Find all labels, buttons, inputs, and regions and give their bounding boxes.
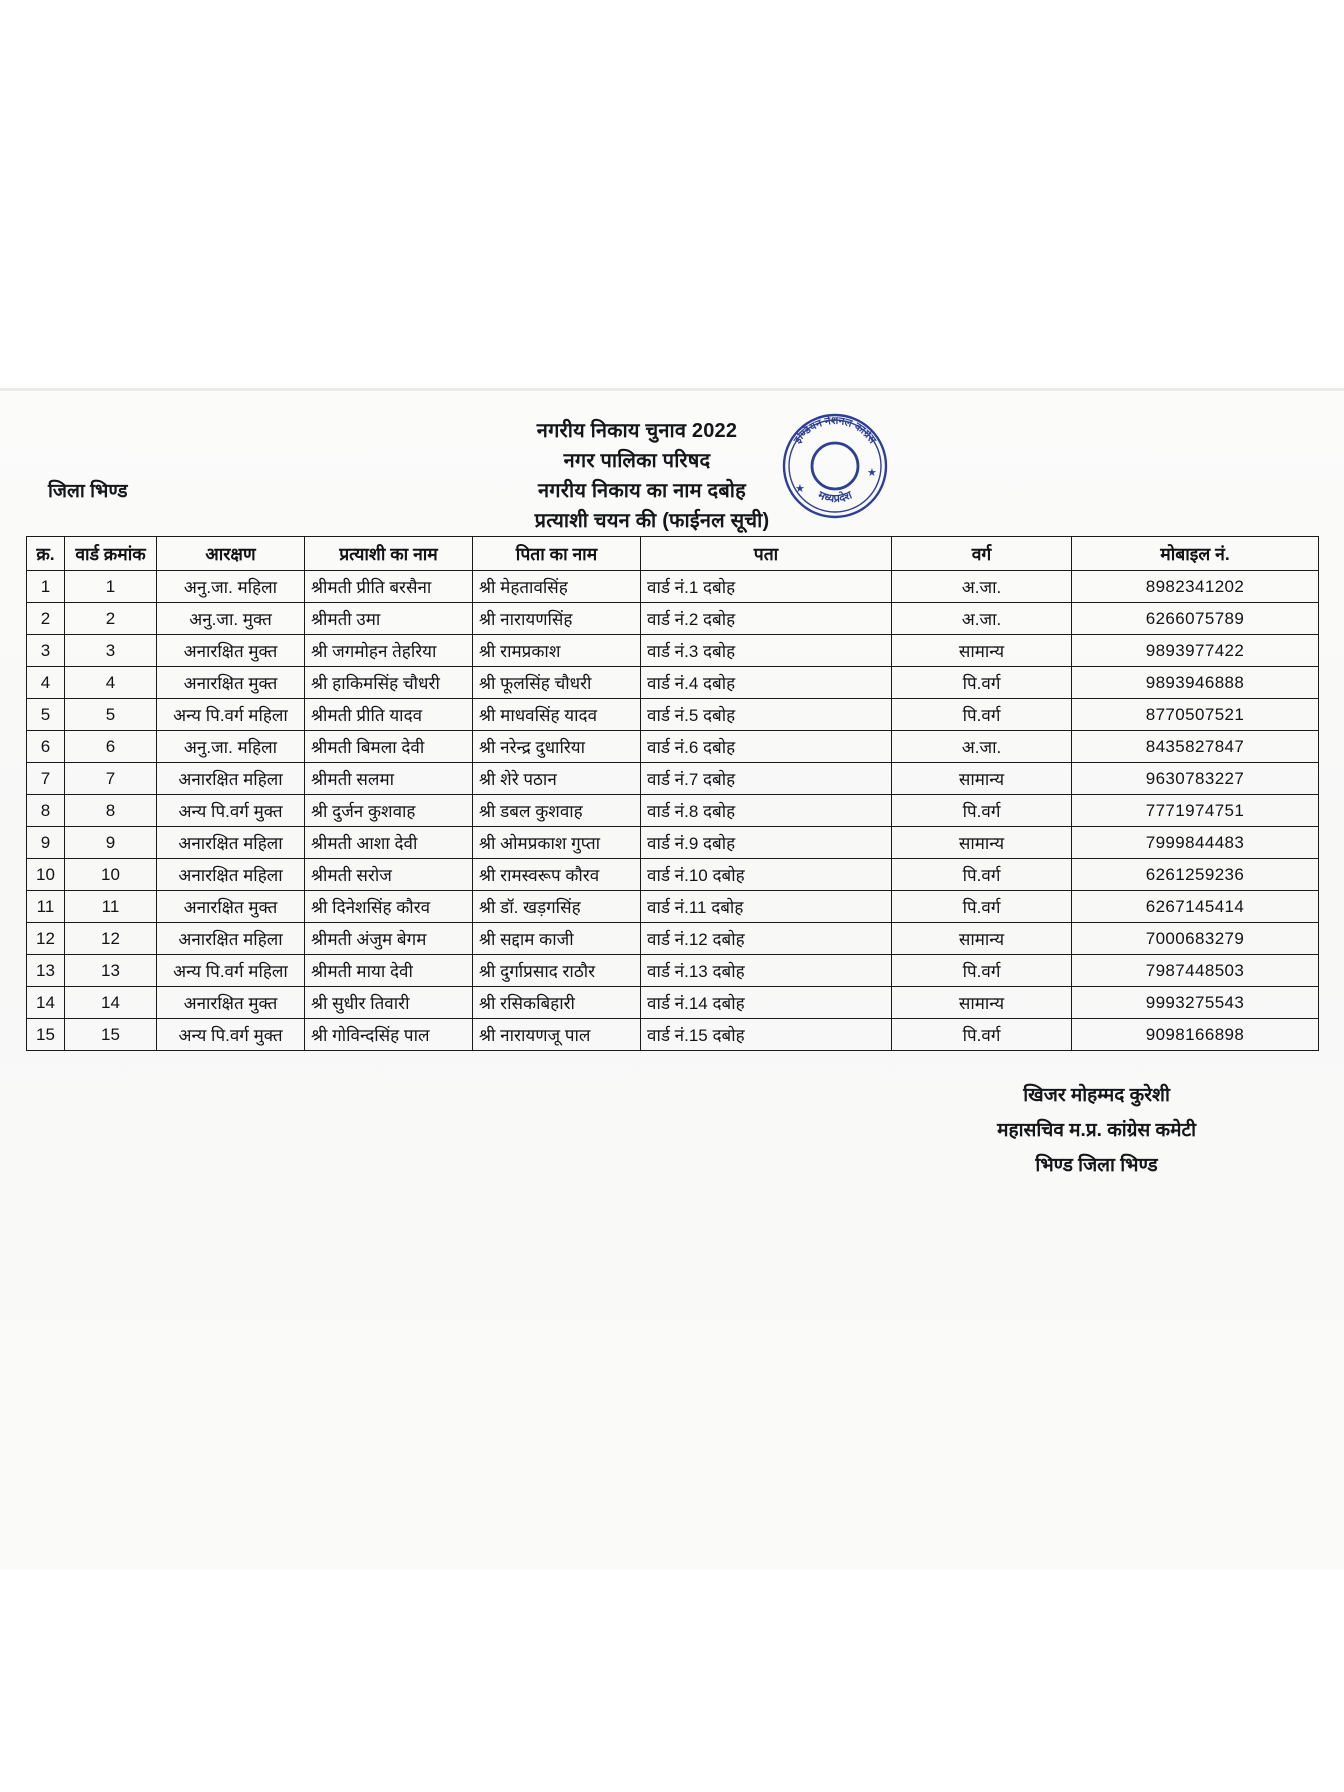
- cell-ward-number: 15: [65, 1019, 157, 1051]
- document-header: [0, 416, 1344, 536]
- column-header-category: वर्ग: [892, 537, 1072, 571]
- cell-serial: 10: [27, 859, 65, 891]
- cell-father-name: श्री रामस्वरूप कौरव: [473, 859, 641, 891]
- cell-reservation: अन्य पि.वर्ग महिला: [157, 699, 305, 731]
- cell-serial: 9: [27, 827, 65, 859]
- table-body: [27, 571, 1319, 1051]
- signatory-name: खिजर मोहम्मद कुरेशी: [1023, 1085, 1170, 1106]
- cell-category: अ.जा.: [892, 571, 1072, 603]
- cell-ward-number: 13: [65, 955, 157, 987]
- cell-serial: 15: [27, 1019, 65, 1051]
- cell-ward-number: 14: [65, 987, 157, 1019]
- cell-candidate-name: श्रीमती उमा: [305, 603, 473, 635]
- cell-mobile-number: 8982341202: [1072, 571, 1319, 603]
- signatory-designation: महासचिव म.प्र. कांग्रेस कमेटी: [997, 1120, 1196, 1141]
- cell-mobile-number: 6267145414: [1072, 891, 1319, 923]
- column-header-address: पता: [641, 537, 892, 571]
- cell-serial: 12: [27, 923, 65, 955]
- cell-candidate-name: श्री जगमोहन तेहरिया: [305, 635, 473, 667]
- cell-father-name: श्री नरेन्द्र दुधारिया: [473, 731, 641, 763]
- cell-serial: 7: [27, 763, 65, 795]
- cell-mobile-number: 8435827847: [1072, 731, 1319, 763]
- cell-ward-number: 5: [65, 699, 157, 731]
- cell-candidate-name: श्रीमती माया देवी: [305, 955, 473, 987]
- table-row: [27, 635, 1319, 667]
- cell-category: पि.वर्ग: [892, 955, 1072, 987]
- header-body-name: नगरीय निकाय का नाम दबोह: [538, 480, 746, 502]
- cell-ward-number: 10: [65, 859, 157, 891]
- cell-address: वार्ड नं.1 दबोह: [641, 571, 892, 603]
- cell-father-name: श्री मेहतावसिंह: [473, 571, 641, 603]
- cell-ward-number: 6: [65, 731, 157, 763]
- cell-mobile-number: 7771974751: [1072, 795, 1319, 827]
- cell-father-name: श्री डॉ. खड़गसिंह: [473, 891, 641, 923]
- cell-father-name: श्री रसिकबिहारी: [473, 987, 641, 1019]
- cell-father-name: श्री ओमप्रकाश गुप्ता: [473, 827, 641, 859]
- cell-category: पि.वर्ग: [892, 795, 1072, 827]
- cell-category: सामान्य: [892, 923, 1072, 955]
- table-row: [27, 859, 1319, 891]
- cell-father-name: श्री नारायणजू पाल: [473, 1019, 641, 1051]
- table-row: [27, 763, 1319, 795]
- cell-candidate-name: श्रीमती बिमला देवी: [305, 731, 473, 763]
- cell-mobile-number: 6266075789: [1072, 603, 1319, 635]
- cell-candidate-name: श्रीमती सरोज: [305, 859, 473, 891]
- cell-reservation: अनारक्षित मुक्त: [157, 987, 305, 1019]
- cell-candidate-name: श्री गोविन्दसिंह पाल: [305, 1019, 473, 1051]
- cell-serial: 6: [27, 731, 65, 763]
- header-list-type: प्रत्याशी चयन की (फाईनल सूची): [534, 510, 770, 532]
- cell-address: वार्ड नं.13 दबोह: [641, 955, 892, 987]
- cell-category: पि.वर्ग: [892, 859, 1072, 891]
- cell-candidate-name: श्री सुधीर तिवारी: [305, 987, 473, 1019]
- signature-block: [997, 1078, 1196, 1183]
- cell-reservation: अनारक्षित महिला: [157, 827, 305, 859]
- table-row: [27, 603, 1319, 635]
- cell-serial: 8: [27, 795, 65, 827]
- cell-serial: 14: [27, 987, 65, 1019]
- column-header-mobile: मोबाइल नं.: [1072, 537, 1319, 571]
- column-header-serial: क्र.: [27, 537, 65, 571]
- cell-address: वार्ड नं.8 दबोह: [641, 795, 892, 827]
- cell-reservation: अन्य पि.वर्ग मुक्त: [157, 795, 305, 827]
- cell-ward-number: 12: [65, 923, 157, 955]
- column-header-candidate: प्रत्याशी का नाम: [305, 537, 473, 571]
- cell-mobile-number: 6261259236: [1072, 859, 1319, 891]
- cell-reservation: अन्य पि.वर्ग महिला: [157, 955, 305, 987]
- cell-reservation: अनारक्षित महिला: [157, 859, 305, 891]
- table-row: [27, 731, 1319, 763]
- cell-mobile-number: 9993275543: [1072, 987, 1319, 1019]
- candidate-table-container: [26, 536, 1318, 1051]
- cell-address: वार्ड नं.2 दबोह: [641, 603, 892, 635]
- cell-mobile-number: 7999844483: [1072, 827, 1319, 859]
- table-row: [27, 827, 1319, 859]
- cell-father-name: श्री माधवसिंह यादव: [473, 699, 641, 731]
- table-row: [27, 987, 1319, 1019]
- cell-candidate-name: श्रीमती प्रीति यादव: [305, 699, 473, 731]
- cell-category: अ.जा.: [892, 731, 1072, 763]
- cell-category: पि.वर्ग: [892, 667, 1072, 699]
- cell-mobile-number: 9630783227: [1072, 763, 1319, 795]
- cell-mobile-number: 9098166898: [1072, 1019, 1319, 1051]
- cell-category: पि.वर्ग: [892, 1019, 1072, 1051]
- table-row: [27, 667, 1319, 699]
- svg-text:इण्डियन नेशनल कांग्रेस: इण्डियन नेशनल कांग्रेस: [791, 414, 879, 446]
- table-row: [27, 923, 1319, 955]
- cell-serial: 11: [27, 891, 65, 923]
- cell-mobile-number: 7987448503: [1072, 955, 1319, 987]
- table-row: [27, 699, 1319, 731]
- table-row: [27, 891, 1319, 923]
- cell-reservation: अनु.जा. मुक्त: [157, 603, 305, 635]
- cell-candidate-name: श्रीमती अंजुम बेगम: [305, 923, 473, 955]
- cell-category: सामान्य: [892, 827, 1072, 859]
- signatory-place: भिण्ड जिला भिण्ड: [1035, 1155, 1158, 1176]
- cell-address: वार्ड नं.12 दबोह: [641, 923, 892, 955]
- cell-reservation: अनु.जा. महिला: [157, 731, 305, 763]
- cell-address: वार्ड नं.3 दबोह: [641, 635, 892, 667]
- cell-reservation: अन्य पि.वर्ग मुक्त: [157, 1019, 305, 1051]
- cell-serial: 1: [27, 571, 65, 603]
- cell-address: वार्ड नं.10 दबोह: [641, 859, 892, 891]
- column-header-ward-number: वार्ड क्रमांक: [65, 537, 157, 571]
- cell-address: वार्ड नं.6 दबोह: [641, 731, 892, 763]
- cell-reservation: अनु.जा. महिला: [157, 571, 305, 603]
- candidate-list-table: [26, 536, 1319, 1051]
- cell-father-name: श्री सद्दाम काजी: [473, 923, 641, 955]
- cell-address: वार्ड नं.4 दबोह: [641, 667, 892, 699]
- cell-address: वार्ड नं.7 दबोह: [641, 763, 892, 795]
- cell-mobile-number: 7000683279: [1072, 923, 1319, 955]
- cell-reservation: अनारक्षित मुक्त: [157, 635, 305, 667]
- cell-serial: 2: [27, 603, 65, 635]
- cell-ward-number: 3: [65, 635, 157, 667]
- cell-category: सामान्य: [892, 635, 1072, 667]
- congress-party-seal-icon: [775, 406, 895, 526]
- cell-mobile-number: 8770507521: [1072, 699, 1319, 731]
- cell-candidate-name: श्रीमती आशा देवी: [305, 827, 473, 859]
- cell-category: सामान्य: [892, 763, 1072, 795]
- header-title-election: नगरीय निकाय चुनाव 2022: [536, 420, 738, 442]
- column-header-reservation: आरक्षण: [157, 537, 305, 571]
- cell-reservation: अनारक्षित मुक्त: [157, 667, 305, 699]
- cell-ward-number: 7: [65, 763, 157, 795]
- district-label: जिला भिण्ड: [48, 481, 128, 502]
- cell-serial: 4: [27, 667, 65, 699]
- column-header-father: पिता का नाम: [473, 537, 641, 571]
- cell-serial: 3: [27, 635, 65, 667]
- svg-text:★: ★: [867, 467, 877, 479]
- cell-father-name: श्री नारायणसिंह: [473, 603, 641, 635]
- cell-ward-number: 9: [65, 827, 157, 859]
- cell-ward-number: 4: [65, 667, 157, 699]
- cell-ward-number: 2: [65, 603, 157, 635]
- cell-category: पि.वर्ग: [892, 891, 1072, 923]
- cell-candidate-name: श्रीमती सलमा: [305, 763, 473, 795]
- cell-address: वार्ड नं.15 दबोह: [641, 1019, 892, 1051]
- cell-candidate-name: श्री हाकिमसिंह चौधरी: [305, 667, 473, 699]
- table-header-row: [27, 537, 1319, 571]
- cell-category: पि.वर्ग: [892, 699, 1072, 731]
- cell-ward-number: 11: [65, 891, 157, 923]
- cell-ward-number: 1: [65, 571, 157, 603]
- table-row: [27, 795, 1319, 827]
- cell-category: सामान्य: [892, 987, 1072, 1019]
- table-row: [27, 1019, 1319, 1051]
- cell-reservation: अनारक्षित महिला: [157, 763, 305, 795]
- cell-reservation: अनारक्षित मुक्त: [157, 891, 305, 923]
- scanned-document-sheet: [0, 388, 1344, 1570]
- cell-address: वार्ड नं.14 दबोह: [641, 987, 892, 1019]
- cell-serial: 13: [27, 955, 65, 987]
- svg-text:मध्यप्रदेश: मध्यप्रदेश: [816, 489, 854, 506]
- cell-candidate-name: श्रीमती प्रीति बरसैना: [305, 571, 473, 603]
- cell-address: वार्ड नं.11 दबोह: [641, 891, 892, 923]
- cell-father-name: श्री फूलसिंह चौधरी: [473, 667, 641, 699]
- cell-reservation: अनारक्षित महिला: [157, 923, 305, 955]
- cell-mobile-number: 9893977422: [1072, 635, 1319, 667]
- svg-text:★: ★: [795, 483, 805, 495]
- cell-ward-number: 8: [65, 795, 157, 827]
- cell-father-name: श्री डबल कुशवाह: [473, 795, 641, 827]
- cell-mobile-number: 9893946888: [1072, 667, 1319, 699]
- cell-address: वार्ड नं.9 दबोह: [641, 827, 892, 859]
- cell-father-name: श्री दुर्गाप्रसाद राठौर: [473, 955, 641, 987]
- cell-serial: 5: [27, 699, 65, 731]
- cell-father-name: श्री शेरे पठान: [473, 763, 641, 795]
- header-subtitle-body-type: नगर पालिका परिषद: [563, 450, 711, 472]
- cell-candidate-name: श्री दुर्जन कुशवाह: [305, 795, 473, 827]
- table-row: [27, 955, 1319, 987]
- table-row: [27, 571, 1319, 603]
- cell-father-name: श्री रामप्रकाश: [473, 635, 641, 667]
- cell-address: वार्ड नं.5 दबोह: [641, 699, 892, 731]
- cell-category: अ.जा.: [892, 603, 1072, 635]
- cell-candidate-name: श्री दिनेशसिंह कौरव: [305, 891, 473, 923]
